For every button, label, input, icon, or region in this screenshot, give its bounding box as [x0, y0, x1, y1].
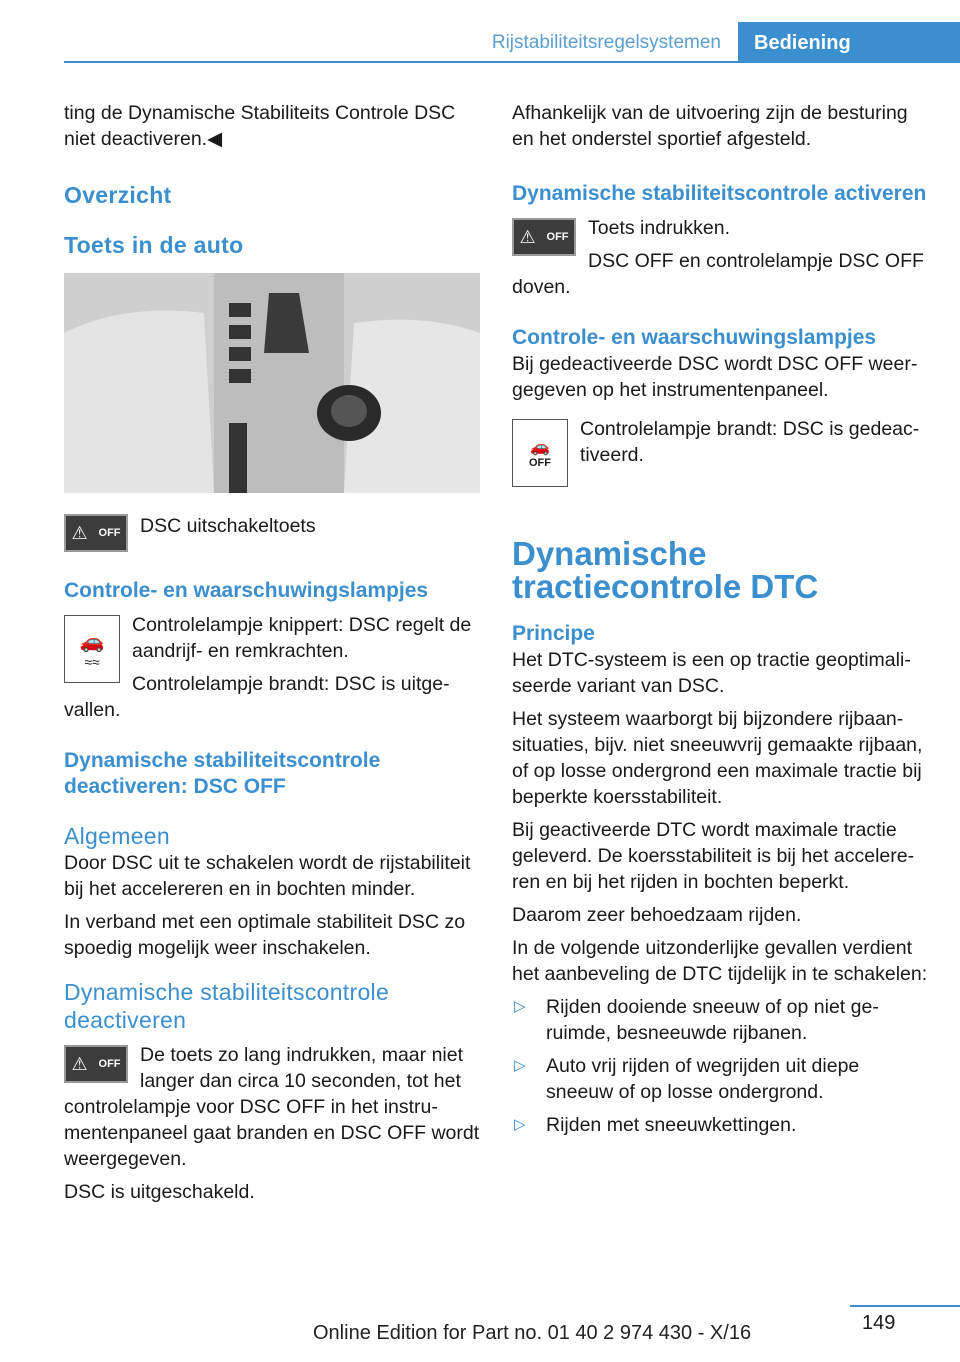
- activate-text-2: DSC OFF en controlelampje DSC OFF doven.: [512, 250, 924, 298]
- dsc-off-lamp-icon: 🚗 OFF: [512, 419, 568, 487]
- principle-para-4: Daarom zeer behoedzaam rijden.: [512, 904, 802, 926]
- page-number: 149: [862, 1312, 896, 1334]
- dsc-warning-lamp-icon: 🚗 ≈≈: [64, 615, 120, 683]
- general-para-2: In verband met een optimale stabiliteit DSC zo spoedig mogelijk weer inschakelen.: [64, 911, 466, 959]
- dsc-off-icon: ⚠ OFF: [64, 514, 128, 552]
- activate-heading: Dynamische stabiliteitscontrole activeren: [512, 182, 927, 205]
- principle-para-3: Bij geactiveerde DTC wordt maximale tractie geleverd. De koersstabiliteit is bij het accelereren en bij het rijden in bochten beperkt.: [512, 819, 915, 893]
- lamp-text-deactivated: Controlelampje brandt: DSC is gedeactiveerd.: [580, 418, 920, 466]
- dsc-off-icon-2: ⚠ OFF: [64, 1045, 128, 1083]
- principle-para-5: In de volgende uitzonderlijke gevallen verdient het aanbeveling de DTC tijdelijk in te schakelen:: [512, 937, 928, 985]
- button-caption: DSC uitschakeltoets: [140, 515, 316, 537]
- activate-text-1: Toets indrukken.: [588, 217, 730, 239]
- bullet-item: ▷ Rijden met sneeuwkettingen.: [514, 1114, 797, 1136]
- button-heading: Toets in de auto: [64, 232, 244, 258]
- intro-text: ting de Dynamische Stabiliteits Controle DSC niet deactiveren.◀: [64, 102, 456, 150]
- principle-heading: Principe: [512, 622, 595, 645]
- footer-rule: [850, 1305, 960, 1307]
- header-chapter-tab: Bediening: [738, 22, 960, 62]
- dsc-button-photo: [64, 273, 480, 493]
- lamp-text-on: Controlelampje brandt: DSC is uitgevallen.: [64, 673, 450, 721]
- lamps-heading-right: Controle- en waarschuwingslampjes: [512, 326, 877, 349]
- deactivate-heading: Dynamische stabiliteitscontrole deactiveren: DSC OFF: [64, 749, 381, 798]
- right-intro: Afhankelijk van de uitvoering zijn de besturing en het onderstel sportief afgesteld.: [512, 102, 908, 150]
- deactivate-text: De toets zo lang indrukken, maar niet langer dan circa 10 seconden, tot het controlelampje voor DSC OFF in het instrumentenpaneel gaat branden en DSC OFF wordt weergegeven.: [64, 1044, 480, 1170]
- header-rule: [64, 61, 960, 63]
- deactivate-result: DSC is uitgeschakeld.: [64, 1181, 255, 1203]
- lamps-heading-left: Controle- en waarschuwingslampjes: [64, 579, 429, 602]
- deactivate-sub-heading: Dynamische stabiliteitscontrole deactiveren: [64, 979, 390, 1033]
- lamp-text-flash: Controlelampje knippert: DSC regelt de aandrijf- en remkrachten.: [132, 614, 472, 662]
- dtc-heading: Dynamische tractiecontrole DTC: [512, 535, 819, 605]
- center-console-illustration: [64, 273, 480, 493]
- bullet-item: ▷ Auto vrij rijden of wegrijden uit diepe sneeuw of op losse ondergrond.: [514, 1055, 860, 1103]
- right-column: [512, 100, 930, 1145]
- general-para-1: Door DSC uit te schakelen wordt de rijstabiliteit bij het accelereren en in bochten minder.: [64, 852, 471, 900]
- footer-edition: Online Edition for Part no. 01 40 2 974 430 - X/16: [313, 1322, 752, 1344]
- overview-heading: Overzicht: [64, 182, 172, 208]
- header-section-title: Rijstabiliteitsregelsystemen: [491, 32, 721, 53]
- principle-para-2: Het systeem waarborgt bij bijzondere rijbaansituaties, bijv. niet sneeuwvrij gemaakte rijbaan, of op losse ondergrond een maximale tractie bij beperkte koersstabiliteit.: [512, 708, 923, 808]
- general-heading: Algemeen: [64, 823, 170, 849]
- principle-para-1: Het DTC-systeem is een op tractie geoptimaliseerde variant van DSC.: [512, 649, 911, 697]
- left-column: [64, 100, 482, 1212]
- dsc-off-icon-3: ⚠ OFF: [512, 218, 576, 256]
- lamps-text-right: Bij gedeactiveerde DSC wordt DSC OFF weergegeven op het instrumentenpaneel.: [512, 353, 918, 401]
- bullet-item: ▷ Rijden dooiende sneeuw of op niet geruimde, besneeuwde rijbanen.: [514, 996, 879, 1044]
